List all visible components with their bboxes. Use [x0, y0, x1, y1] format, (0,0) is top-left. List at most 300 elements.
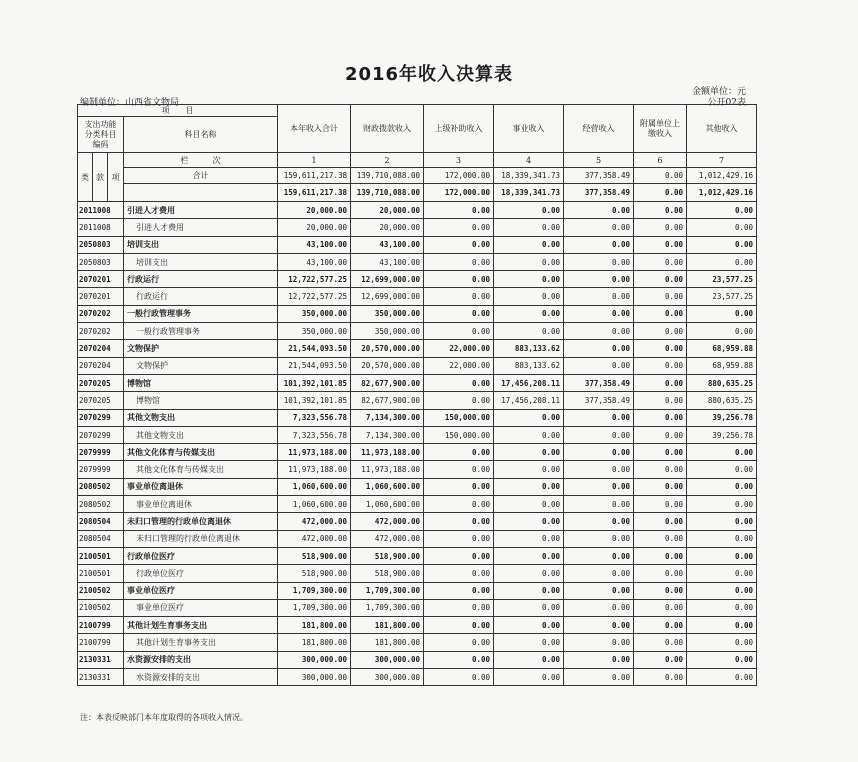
row-value: 0.00 [494, 461, 564, 478]
row-value: 0.00 [424, 634, 494, 651]
row-code: 2100501 [78, 547, 124, 564]
row-code: 2070204 [78, 357, 124, 374]
total-cell: 0.00 [634, 168, 687, 184]
header-lanci: 栏 次 [124, 153, 278, 168]
table-row [78, 478, 757, 495]
row-value: 0.00 [634, 323, 687, 340]
table-row [78, 513, 757, 530]
header-lei: 类 [78, 153, 93, 202]
row-value: 0.00 [564, 236, 634, 253]
row-value: 518,900.00 [278, 547, 351, 564]
total-cell: 139,710,088.00 [351, 168, 424, 184]
row-value: 20,570,000.00 [351, 340, 424, 357]
row-value: 0.00 [634, 582, 687, 599]
total-cell: 1,012,429.16 [687, 168, 757, 184]
row-value: 150,000.00 [424, 426, 494, 443]
row-code: 2100799 [78, 617, 124, 634]
row-value: 0.00 [634, 374, 687, 391]
row-value: 17,456,208.11 [494, 374, 564, 391]
row-value: 880,635.25 [687, 392, 757, 409]
row-value: 0.00 [424, 530, 494, 547]
row-value: 43,100.00 [351, 236, 424, 253]
row-value: 0.00 [424, 288, 494, 305]
row-value: 883,133.62 [494, 340, 564, 357]
row-value: 0.00 [634, 426, 687, 443]
row-subject-name: 培训支出 [124, 236, 278, 253]
row-value: 0.00 [634, 599, 687, 616]
row-value: 0.00 [564, 547, 634, 564]
row-value: 1,709,300.00 [278, 599, 351, 616]
row-value: 0.00 [687, 513, 757, 530]
row-value: 0.00 [564, 219, 634, 236]
row-value: 0.00 [687, 651, 757, 668]
row-code: 2100799 [78, 634, 124, 651]
row-value: 22,000.00 [424, 340, 494, 357]
table-row [78, 565, 757, 582]
row-value: 350,000.00 [278, 305, 351, 322]
total-bold-cell: 1,012,429.16 [687, 184, 757, 202]
row-code: 2079999 [78, 444, 124, 461]
row-subject-name: 未归口管理的行政单位离退休 [124, 513, 278, 530]
row-value: 1,060,600.00 [351, 496, 424, 513]
row-value: 300,000.00 [278, 669, 351, 686]
row-value: 11,973,188.00 [278, 461, 351, 478]
row-value: 0.00 [687, 669, 757, 686]
row-value: 0.00 [564, 617, 634, 634]
row-value: 0.00 [634, 236, 687, 253]
col-header-4: 事业收入 [494, 105, 564, 153]
compiling-unit-label: 编制单位：山西省文物局 [80, 98, 180, 108]
col-header-3: 上级补助收入 [424, 105, 494, 153]
row-value: 82,677,900.00 [351, 392, 424, 409]
row-value: 0.00 [687, 582, 757, 599]
row-value: 883,133.62 [494, 357, 564, 374]
row-value: 181,800.00 [278, 617, 351, 634]
row-value: 0.00 [494, 444, 564, 461]
header-item: 项 目 [78, 105, 278, 117]
row-value: 1,709,300.00 [351, 599, 424, 616]
row-code: 2070205 [78, 374, 124, 391]
total-bold-cell: 159,611,217.38 [278, 184, 351, 202]
row-value: 472,000.00 [278, 530, 351, 547]
col-number-2: 2 [351, 153, 424, 168]
row-subject-name: 其他计划生育事务支出 [124, 634, 278, 651]
row-value: 181,800.00 [351, 617, 424, 634]
total-cell: 377,358.49 [564, 168, 634, 184]
row-code: 2070202 [78, 323, 124, 340]
row-value: 23,577.25 [687, 288, 757, 305]
row-value: 0.00 [634, 478, 687, 495]
row-value: 1,060,600.00 [351, 478, 424, 495]
row-value: 0.00 [494, 582, 564, 599]
row-value: 181,800.00 [278, 634, 351, 651]
row-value: 0.00 [424, 392, 494, 409]
table-row [78, 392, 757, 409]
row-value: 0.00 [494, 634, 564, 651]
row-value: 43,100.00 [278, 236, 351, 253]
row-value: 21,544,093.50 [278, 340, 351, 357]
row-value: 0.00 [424, 219, 494, 236]
row-value: 0.00 [564, 340, 634, 357]
row-value: 0.00 [634, 565, 687, 582]
row-value: 0.00 [687, 253, 757, 270]
col-number-7: 7 [687, 153, 757, 168]
row-value: 1,060,600.00 [278, 496, 351, 513]
row-value: 0.00 [424, 651, 494, 668]
row-value: 0.00 [687, 305, 757, 322]
row-value: 0.00 [634, 547, 687, 564]
row-value: 11,973,188.00 [351, 444, 424, 461]
row-subject-name: 事业单位医疗 [124, 582, 278, 599]
col-header-5: 经营收入 [564, 105, 634, 153]
row-value: 0.00 [494, 426, 564, 443]
table-row [78, 669, 757, 686]
row-code: 2080502 [78, 496, 124, 513]
row-subject-name: 其他文化体育与传媒支出 [124, 444, 278, 461]
row-value: 7,323,556.78 [278, 409, 351, 426]
header-subject-name: 科目名称 [124, 117, 278, 153]
row-subject-name: 引进人才费用 [124, 219, 278, 236]
row-value: 0.00 [634, 271, 687, 288]
table-row [78, 271, 757, 288]
table-row [78, 374, 757, 391]
total-cell: 18,339,341.73 [494, 168, 564, 184]
table-row [78, 599, 757, 616]
table-row [78, 617, 757, 634]
row-value: 0.00 [424, 236, 494, 253]
row-value: 518,900.00 [351, 547, 424, 564]
row-value: 39,256.78 [687, 426, 757, 443]
income-table [77, 104, 757, 686]
row-subject-name: 水资源安排的支出 [124, 651, 278, 668]
table-row [78, 305, 757, 322]
total-bold-cell: 0.00 [634, 184, 687, 202]
row-subject-name: 文物保护 [124, 340, 278, 357]
row-code: 2080502 [78, 478, 124, 495]
row-code: 2070299 [78, 426, 124, 443]
row-value: 68,959.88 [687, 357, 757, 374]
row-code: 2100501 [78, 565, 124, 582]
total-label: 合计 [124, 168, 278, 184]
row-value: 0.00 [687, 530, 757, 547]
row-value: 518,900.00 [278, 565, 351, 582]
row-value: 0.00 [424, 271, 494, 288]
row-value: 0.00 [564, 651, 634, 668]
row-value: 0.00 [687, 565, 757, 582]
table-row [78, 323, 757, 340]
row-value: 0.00 [687, 478, 757, 495]
row-value: 300,000.00 [278, 651, 351, 668]
row-value: 0.00 [634, 444, 687, 461]
row-value: 0.00 [424, 461, 494, 478]
total-bold-blank [124, 184, 278, 202]
row-value: 0.00 [494, 530, 564, 547]
row-value: 21,544,093.50 [278, 357, 351, 374]
row-value: 0.00 [424, 253, 494, 270]
table-row [78, 634, 757, 651]
total-bold-cell: 377,358.49 [564, 184, 634, 202]
row-value: 472,000.00 [351, 530, 424, 547]
row-subject-name: 培训支出 [124, 253, 278, 270]
row-value: 0.00 [494, 496, 564, 513]
table-row [78, 547, 757, 564]
row-value: 12,699,000.00 [351, 288, 424, 305]
row-value: 82,677,900.00 [351, 374, 424, 391]
table-row [78, 409, 757, 426]
row-value: 150,000.00 [424, 409, 494, 426]
row-subject-name: 事业单位离退休 [124, 478, 278, 495]
row-value: 377,358.49 [564, 374, 634, 391]
table-row [78, 288, 757, 305]
row-subject-name: 水资源安排的支出 [124, 669, 278, 686]
col-number-4: 4 [494, 153, 564, 168]
row-value: 350,000.00 [351, 305, 424, 322]
row-value: 0.00 [634, 288, 687, 305]
row-value: 0.00 [424, 374, 494, 391]
row-value: 0.00 [687, 444, 757, 461]
row-value: 1,709,300.00 [351, 582, 424, 599]
row-value: 0.00 [424, 444, 494, 461]
row-value: 0.00 [687, 323, 757, 340]
col-number-3: 3 [424, 153, 494, 168]
row-value: 0.00 [564, 634, 634, 651]
footnote: 注：本表反映部门本年度取得的各项收入情况。 [80, 713, 248, 722]
row-value: 0.00 [564, 357, 634, 374]
total-bold-cell: 18,339,341.73 [494, 184, 564, 202]
row-subject-name: 行政运行 [124, 288, 278, 305]
row-value: 43,100.00 [278, 253, 351, 270]
row-value: 20,000.00 [278, 219, 351, 236]
row-value: 350,000.00 [351, 323, 424, 340]
row-value: 0.00 [564, 669, 634, 686]
row-value: 39,256.78 [687, 409, 757, 426]
row-value: 0.00 [424, 617, 494, 634]
table-row [78, 461, 757, 478]
page-title: 2016年收入决算表 [344, 64, 514, 85]
row-code: 2100502 [78, 582, 124, 599]
row-code: 2070202 [78, 305, 124, 322]
row-value: 0.00 [494, 271, 564, 288]
row-value: 7,134,300.00 [351, 426, 424, 443]
row-value: 0.00 [424, 599, 494, 616]
row-value: 20,000.00 [351, 219, 424, 236]
row-value: 0.00 [634, 340, 687, 357]
row-code: 2050803 [78, 253, 124, 270]
row-value: 472,000.00 [351, 513, 424, 530]
row-value: 0.00 [634, 634, 687, 651]
row-code: 2130331 [78, 651, 124, 668]
row-subject-name: 博物馆 [124, 392, 278, 409]
col-header-1: 本年收入合计 [278, 105, 351, 153]
col-number-5: 5 [564, 153, 634, 168]
total-cell: 172,000.00 [424, 168, 494, 184]
header-kuan: 款 [93, 153, 108, 202]
row-value: 0.00 [424, 478, 494, 495]
row-subject-name: 博物馆 [124, 374, 278, 391]
row-value: 0.00 [634, 530, 687, 547]
row-value: 0.00 [564, 444, 634, 461]
row-value: 0.00 [424, 565, 494, 582]
table-row [78, 530, 757, 547]
row-value: 181,800.00 [351, 634, 424, 651]
row-value: 0.00 [564, 530, 634, 547]
row-value: 0.00 [564, 478, 634, 495]
amount-unit-label: 金额单位：元 [691, 87, 746, 97]
row-value: 0.00 [494, 513, 564, 530]
row-value: 0.00 [494, 599, 564, 616]
row-value: 880,635.25 [687, 374, 757, 391]
row-value: 0.00 [494, 547, 564, 564]
row-value: 17,456,208.11 [494, 392, 564, 409]
row-value: 0.00 [634, 513, 687, 530]
row-subject-name: 一般行政管理事务 [124, 305, 278, 322]
form-number-label: 公开02表 [707, 98, 746, 108]
header-func-class-code: 支出功能分类科目编码 [78, 117, 124, 153]
col-number-6: 6 [634, 153, 687, 168]
table-row [78, 426, 757, 443]
row-value: 0.00 [564, 288, 634, 305]
row-code: 2080504 [78, 530, 124, 547]
row-value: 0.00 [424, 323, 494, 340]
row-value: 0.00 [687, 634, 757, 651]
row-value: 0.00 [634, 357, 687, 374]
row-value: 0.00 [494, 651, 564, 668]
row-subject-name: 其他文物支出 [124, 409, 278, 426]
row-code: 2070204 [78, 340, 124, 357]
row-value: 101,392,101.85 [278, 374, 351, 391]
row-value: 0.00 [564, 409, 634, 426]
row-value: 0.00 [634, 409, 687, 426]
row-value: 0.00 [494, 323, 564, 340]
row-value: 0.00 [687, 219, 757, 236]
row-value: 68,959.88 [687, 340, 757, 357]
table-row [78, 357, 757, 374]
row-value: 22,000.00 [424, 357, 494, 374]
row-value: 11,973,188.00 [351, 461, 424, 478]
row-code: 2050803 [78, 236, 124, 253]
row-value: 0.00 [564, 461, 634, 478]
col-header-6: 附属单位上缴收入 [634, 105, 687, 153]
row-code: 2070205 [78, 392, 124, 409]
row-value: 0.00 [687, 496, 757, 513]
row-value: 12,722,577.25 [278, 271, 351, 288]
row-code: 2080504 [78, 513, 124, 530]
header-xiang: 项 [108, 153, 124, 202]
row-value: 0.00 [494, 305, 564, 322]
row-subject-name: 文物保护 [124, 357, 278, 374]
row-value: 0.00 [494, 617, 564, 634]
total-bold-cell: 139,710,088.00 [351, 184, 424, 202]
row-subject-name: 其他计划生育事务支出 [124, 617, 278, 634]
row-value: 0.00 [424, 202, 494, 219]
row-code: 2011008 [78, 202, 124, 219]
row-value: 0.00 [687, 547, 757, 564]
row-subject-name: 引进人才费用 [124, 202, 278, 219]
row-code: 2079999 [78, 461, 124, 478]
table-row [78, 253, 757, 270]
row-value: 7,323,556.78 [278, 426, 351, 443]
row-code: 2070201 [78, 288, 124, 305]
row-value: 0.00 [424, 513, 494, 530]
row-value: 0.00 [564, 253, 634, 270]
row-code: 2070299 [78, 409, 124, 426]
row-value: 0.00 [424, 496, 494, 513]
row-value: 7,134,300.00 [351, 409, 424, 426]
row-subject-name: 行政单位医疗 [124, 565, 278, 582]
row-value: 0.00 [634, 617, 687, 634]
row-value: 0.00 [494, 236, 564, 253]
row-value: 0.00 [424, 669, 494, 686]
row-value: 1,060,600.00 [278, 478, 351, 495]
row-value: 0.00 [494, 288, 564, 305]
row-value: 0.00 [634, 651, 687, 668]
table-row [78, 202, 757, 219]
row-value: 300,000.00 [351, 669, 424, 686]
row-value: 350,000.00 [278, 323, 351, 340]
row-value: 0.00 [564, 496, 634, 513]
row-value: 0.00 [494, 219, 564, 236]
row-code: 2011008 [78, 219, 124, 236]
row-value: 0.00 [564, 323, 634, 340]
row-value: 0.00 [424, 547, 494, 564]
row-value: 0.00 [564, 599, 634, 616]
table-row [78, 444, 757, 461]
row-value: 0.00 [634, 202, 687, 219]
row-value: 0.00 [634, 219, 687, 236]
row-value: 0.00 [494, 478, 564, 495]
total-bold-cell: 172,000.00 [424, 184, 494, 202]
row-subject-name: 其他文物支出 [124, 426, 278, 443]
row-value: 0.00 [494, 565, 564, 582]
row-value: 12,722,577.25 [278, 288, 351, 305]
row-value: 377,358.49 [564, 392, 634, 409]
row-value: 0.00 [687, 236, 757, 253]
table-row [78, 651, 757, 668]
row-code: 2130331 [78, 669, 124, 686]
row-subject-name: 未归口管理的行政单位离退休 [124, 530, 278, 547]
row-code: 2100502 [78, 599, 124, 616]
row-value: 0.00 [494, 202, 564, 219]
row-value: 0.00 [634, 392, 687, 409]
row-value: 0.00 [687, 202, 757, 219]
row-subject-name: 事业单位医疗 [124, 599, 278, 616]
row-value: 0.00 [687, 599, 757, 616]
row-value: 0.00 [424, 582, 494, 599]
row-value: 0.00 [564, 582, 634, 599]
table-row [78, 496, 757, 513]
row-value: 0.00 [494, 669, 564, 686]
row-value: 0.00 [564, 513, 634, 530]
row-subject-name: 一般行政管理事务 [124, 323, 278, 340]
row-value: 0.00 [634, 461, 687, 478]
row-code: 2070201 [78, 271, 124, 288]
row-subject-name: 行政运行 [124, 271, 278, 288]
row-value: 0.00 [564, 305, 634, 322]
row-value: 0.00 [634, 253, 687, 270]
row-value: 101,392,101.85 [278, 392, 351, 409]
total-cell: 159,611,217.38 [278, 168, 351, 184]
row-value: 12,699,000.00 [351, 271, 424, 288]
col-number-1: 1 [278, 153, 351, 168]
row-value: 0.00 [564, 565, 634, 582]
row-subject-name: 其他文化体育与传媒支出 [124, 461, 278, 478]
row-value: 0.00 [687, 617, 757, 634]
row-value: 0.00 [634, 496, 687, 513]
row-value: 0.00 [564, 426, 634, 443]
row-value: 0.00 [494, 409, 564, 426]
row-value: 472,000.00 [278, 513, 351, 530]
row-value: 0.00 [687, 461, 757, 478]
